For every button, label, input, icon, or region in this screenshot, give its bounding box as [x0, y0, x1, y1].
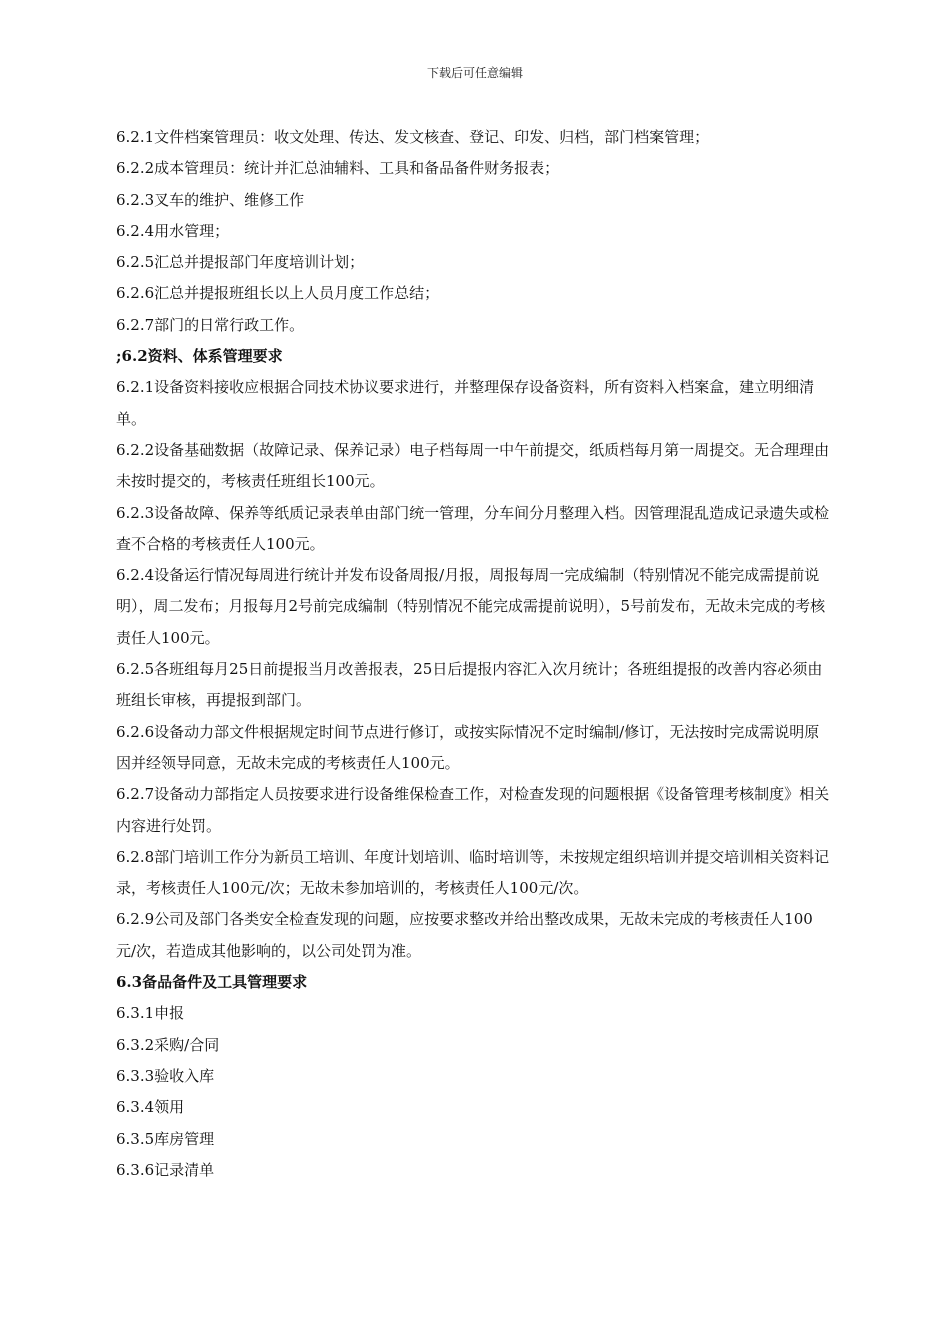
- duty-item: 6.2.7部门的日常行政工作。: [116, 315, 305, 334]
- duty-item: 6.2.1文件档案管理员：收文处理、传达、发文核查、登记、印发、归档，部门档案管理；: [116, 128, 710, 146]
- duty-item: 6.2.4用水管理；: [116, 221, 230, 240]
- requirement-item: 6.2.6设备动力部文件根据规定时间节点进行修订，或按实际情况不定时编制/修订，无法按时完成需说明原因并经领导同意，无故未完成的考核责任人100元。: [116, 722, 820, 772]
- spare-parts-item: 6.3.5库房管理: [116, 1129, 215, 1148]
- document-body: [116, 122, 832, 1186]
- duty-item: 6.2.6汇总并提报班组长以上人员月度工作总结；: [116, 284, 440, 303]
- page-header: 下载后可任意编辑: [426, 66, 523, 80]
- duty-item: 6.2.2成本管理员：统计并汇总油辅料、工具和备品备件财务报表；: [116, 159, 560, 178]
- requirement-item: 6.2.3设备故障、保养等纸质记录表单由部门统一管理，分车间分月整理入档。因管理混乱造成记录遗失或检查不合格的考核责任人100元。: [116, 503, 830, 553]
- spare-parts-item: 6.3.6记录清单: [116, 1160, 215, 1179]
- requirement-item: 6.2.2设备基础数据（故障记录、保养记录）电子档每周一中午前提交，纸质档每月第一周提交。无合理理由未按时提交的，考核责任班组长100元。: [116, 440, 830, 491]
- section-heading-documentation: ;6.2资料、体系管理要求: [116, 347, 283, 366]
- requirement-item: 6.2.1设备资料接收应根据合同技术协议要求进行，并整理保存设备资料，所有资料入档案盒，建立明细清单。: [116, 378, 815, 428]
- spare-parts-item: 6.3.1申报: [116, 1004, 185, 1023]
- section-heading-spare-parts: 6.3备品备件及工具管理要求: [116, 973, 308, 992]
- duty-item: 6.2.5汇总并提报部门年度培训计划；: [116, 253, 365, 272]
- requirement-item: 6.2.8部门培训工作分为新员工培训、年度计划培训、临时培训等，未按规定组织培训并提交培训相关资料记录，考核责任人100元/次；无故未参加培训的，考核责任人100元/次。: [116, 847, 830, 898]
- requirement-item: 6.2.5各班组每月25日前提报当月改善报表，25日后提报内容汇入次月统计；各班组提报的改善内容必须由班组长审核，再提报到部门。: [116, 660, 823, 710]
- spare-parts-item: 6.3.3验收入库: [116, 1066, 215, 1085]
- spare-parts-item: 6.3.4领用: [116, 1098, 185, 1117]
- spare-parts-item: 6.3.2采购/合同: [116, 1035, 220, 1054]
- requirement-item: 6.2.9公司及部门各类安全检查发现的问题，应按要求整改并给出整改成果，无故未完成的考核责任人100元/次，若造成其他影响的，以公司处罚为准。: [116, 910, 813, 960]
- requirement-item: 6.2.7设备动力部指定人员按要求进行设备维保检查工作，对检查发现的问题根据《设备管理考核制度》相关内容进行处罚。: [116, 785, 830, 835]
- requirement-item: 6.2.4设备运行情况每周进行统计并发布设备周报/月报，周报每周一完成编制（特别情况不能完成需提前说明），周二发布；月报每月2号前完成编制（特别情况不能完成需提前说明），5号前发布，无故未完成的考核责任人100元。: [116, 566, 826, 647]
- duty-item: 6.2.3叉车的维护、维修工作: [116, 190, 305, 209]
